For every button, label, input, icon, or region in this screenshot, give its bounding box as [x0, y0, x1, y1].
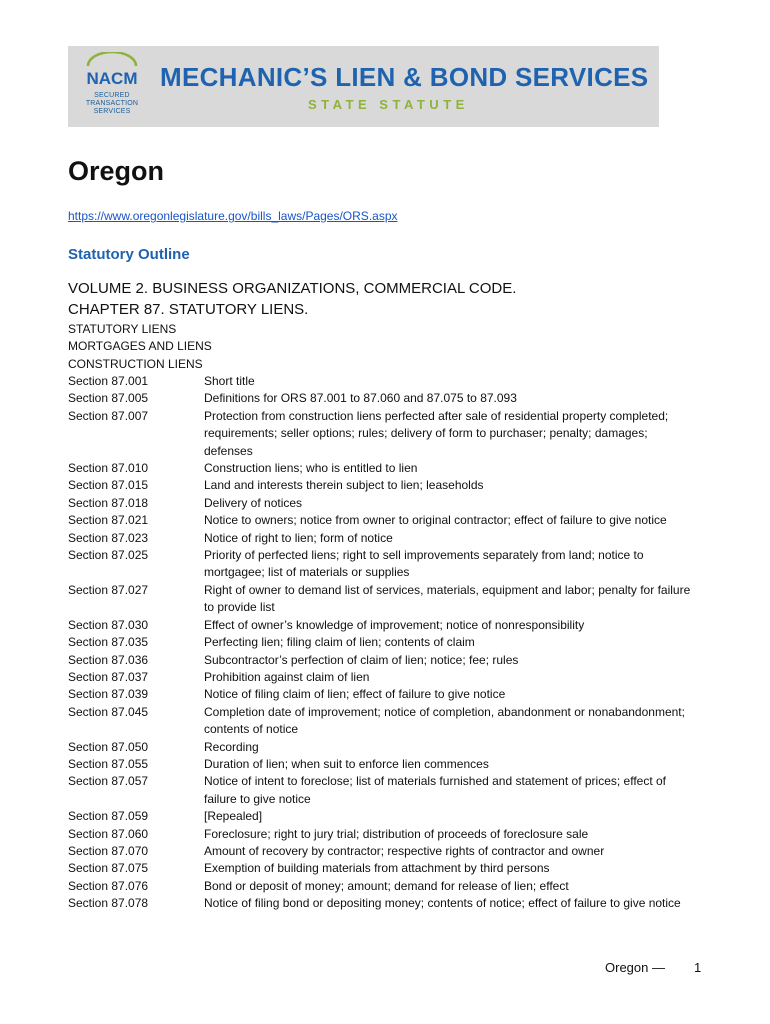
section-number: Section 87.055 [68, 756, 149, 771]
banner-subtitle: STATE STATUTE [308, 97, 469, 112]
section-row [68, 652, 698, 669]
section-description: Foreclosure; right to jury trial; distribution of proceeds of foreclosure sale [204, 826, 589, 841]
section-row [68, 530, 698, 547]
section-description: Prohibition against claim of lien [204, 669, 370, 684]
section-number: Section 87.035 [68, 635, 149, 650]
section-row [68, 373, 698, 390]
section-description: Notice of right to lien; form of notice [204, 530, 393, 545]
subheading: STATUTORY LIENS [68, 322, 177, 336]
section-row [68, 756, 698, 773]
section-description: Subcontractor’s perfection of claim of lien; notice; fee; rules [204, 652, 519, 667]
section-row [68, 547, 698, 582]
volume-heading: VOLUME 2. BUSINESS ORGANIZATIONS, COMMERCIAL CODE. [68, 280, 517, 297]
section-description: Right of owner to demand list of services, materials, equipment and labor; penalty for failure to provide list [204, 582, 691, 615]
section-description: Notice to owners; notice from owner to original contractor; effect of failure to give notice [204, 513, 667, 528]
section-number: Section 87.075 [68, 861, 149, 876]
section-number: Section 87.005 [68, 391, 149, 406]
section-description: Effect of owner’s knowledge of improvement; notice of nonresponsibility [204, 617, 585, 632]
section-number: Section 87.057 [68, 774, 149, 789]
section-number: Section 87.060 [68, 826, 149, 841]
section-row [68, 477, 698, 494]
page-number: 1 [694, 960, 702, 975]
section-row [68, 686, 698, 703]
page-title: Oregon [68, 156, 165, 186]
section-number: Section 87.036 [68, 652, 149, 667]
logo-subtitle: SECURED TRANSACTION SERVICES [85, 92, 139, 115]
section-row [68, 512, 698, 529]
section-number: Section 87.018 [68, 495, 149, 510]
section-row [68, 704, 698, 739]
logo-text: NACM [86, 69, 138, 88]
section-number: Section 87.045 [68, 704, 149, 719]
section-number: Section 87.007 [68, 408, 149, 423]
section-number: Section 87.023 [68, 530, 149, 545]
section-row [68, 408, 698, 460]
outline-heading: Statutory Outline [68, 246, 190, 263]
section-row [68, 634, 698, 651]
section-number: Section 87.070 [68, 843, 149, 858]
section-row [68, 808, 698, 825]
section-description: Land and interests therein subject to lien; leaseholds [204, 478, 484, 493]
section-row [68, 617, 698, 634]
section-description: Duration of lien; when suit to enforce lien commences [204, 756, 489, 771]
nacm-logo-icon [78, 52, 146, 92]
section-number: Section 87.015 [68, 478, 149, 493]
section-row [68, 895, 698, 912]
section-list [68, 373, 698, 913]
subheading: MORTGAGES AND LIENS [68, 339, 212, 354]
subheadings [68, 321, 212, 373]
subheading: CONSTRUCTION LIENS [68, 356, 203, 371]
section-description: Bond or deposit of money; amount; demand for release of lien; effect [204, 878, 569, 893]
nacm-logo [74, 52, 150, 122]
section-description: Exemption of building materials from attachment by third persons [204, 861, 550, 876]
section-row [68, 826, 698, 843]
section-number: Section 87.050 [68, 739, 149, 754]
section-row [68, 390, 698, 407]
section-description: [Repealed] [204, 809, 263, 824]
section-number: Section 87.030 [68, 617, 149, 632]
chapter-heading: CHAPTER 87. STATUTORY LIENS. [68, 301, 309, 318]
section-number: Section 87.037 [68, 669, 149, 684]
header-banner [68, 46, 659, 127]
section-row [68, 860, 698, 877]
section-description: Definitions for ORS 87.001 to 87.060 and 87.075 to 87.093 [204, 391, 517, 406]
section-description: Priority of perfected liens; right to sell improvements separately from land; notice to mortgagee; list of materials or supplies [204, 548, 644, 580]
section-number: Section 87.021 [68, 513, 149, 528]
section-description: Recording [204, 739, 259, 754]
section-row [68, 669, 698, 686]
section-description: Notice of filing bond or depositing money; contents of notice; effect of failure to give notice [204, 896, 681, 911]
section-row [68, 460, 698, 477]
section-row [68, 495, 698, 512]
statutes-link[interactable]: https://www.oregonlegislature.gov/bills_laws/Pages/ORS.aspx [68, 209, 398, 223]
section-number: Section 87.010 [68, 461, 149, 476]
section-number: Section 87.039 [68, 687, 149, 702]
banner-title: MECHANIC’S LIEN & BOND SERVICES [160, 62, 649, 92]
section-description: Protection from construction liens perfected after sale of residential property completed; requirements; seller options; rules; delivery of form to purchaser; penalty; damages; defenses [204, 408, 669, 458]
section-description: Notice of intent to foreclose; list of materials furnished and statement of prices; effect of failure to give notice [204, 774, 667, 806]
section-number: Section 87.001 [68, 374, 149, 388]
section-description: Amount of recovery by contractor; respective rights of contractor and owner [204, 843, 605, 858]
section-description: Short title [204, 374, 255, 388]
section-row [68, 582, 698, 617]
section-row [68, 878, 698, 895]
section-description: Notice of filing claim of lien; effect of failure to give notice [204, 687, 506, 702]
section-description: Construction liens; who is entitled to lien [204, 461, 418, 476]
section-description: Perfecting lien; filing claim of lien; contents of claim [204, 635, 475, 650]
section-number: Section 87.025 [68, 548, 149, 563]
section-number: Section 87.076 [68, 878, 149, 893]
section-description: Completion date of improvement; notice of completion, abandonment or nonabandonment; contents of notice [204, 704, 685, 737]
section-description: Delivery of notices [204, 495, 303, 510]
section-row [68, 773, 698, 808]
footer-label: Oregon — [605, 960, 665, 975]
section-row [68, 739, 698, 756]
section-number: Section 87.078 [68, 896, 149, 911]
section-row [68, 843, 698, 860]
section-number: Section 87.059 [68, 809, 149, 824]
section-number: Section 87.027 [68, 582, 149, 597]
